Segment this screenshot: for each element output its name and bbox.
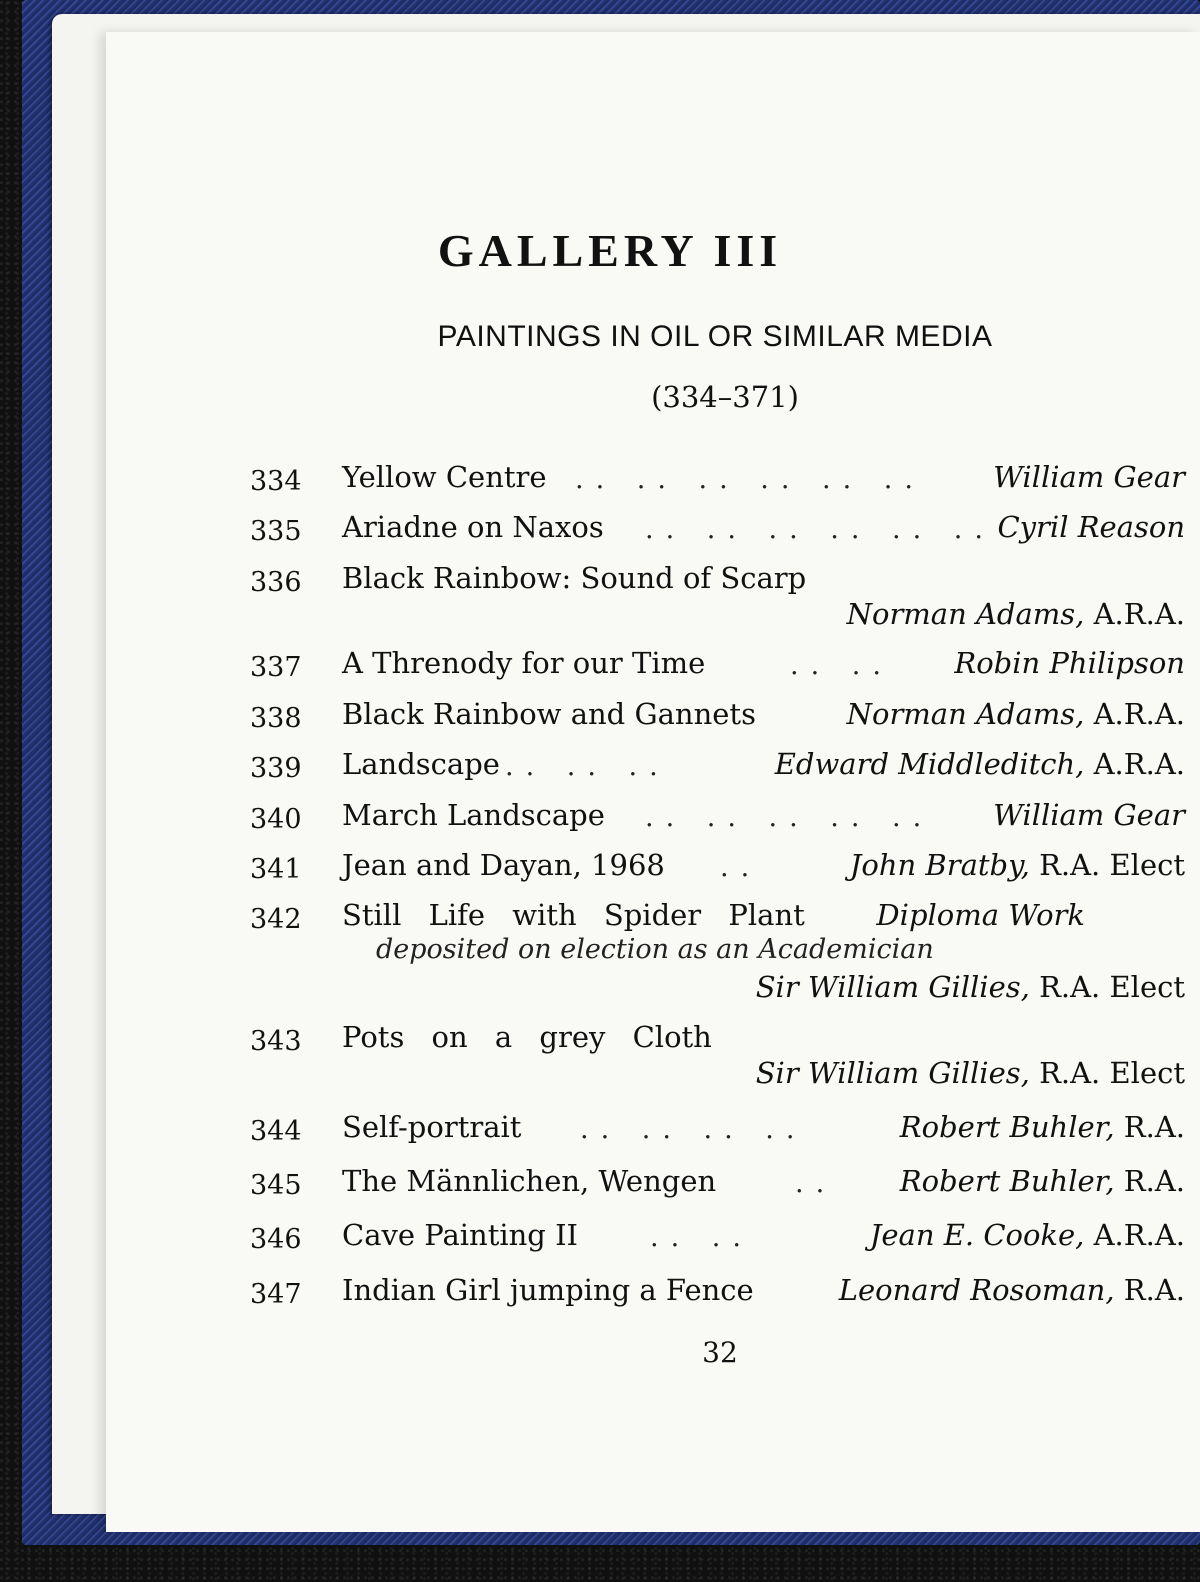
dot-leader: .. .. [790, 650, 893, 681]
artist-name: Robert Buhler, [899, 1110, 1115, 1144]
entry-title: The Männlichen, Wengen [342, 1164, 717, 1198]
artist-name: Edward Middleditch, [774, 747, 1085, 781]
entry-number: 339 [250, 753, 302, 784]
entry-title: Ariadne on Naxos [342, 510, 604, 544]
dot-leader: .. .. .. .. .. .. [575, 464, 925, 495]
entry-artist [900, 1164, 1185, 1198]
entry-artist [756, 1056, 1185, 1090]
artist-name: Sir William Gillies, [755, 1056, 1030, 1090]
entry-title: Still Life with Spider Plant [342, 898, 805, 932]
catalogue-entry [250, 697, 1195, 741]
entry-title: March Landscape [342, 798, 605, 832]
entry-title: Yellow Centre [342, 460, 547, 494]
artist-name: William Gear [993, 460, 1185, 494]
diploma-label: Diploma Work [876, 898, 1085, 932]
artist-suffix: R.A. [1123, 1110, 1185, 1144]
entry-artist [997, 510, 1185, 544]
artist-name: Robert Buhler, [899, 1164, 1115, 1198]
entry-title: Black Rainbow and Gannets [342, 697, 756, 731]
artist-name: Robin Philipson [954, 646, 1185, 680]
entry-title: Landscape [342, 747, 500, 781]
entry-artist [756, 970, 1185, 1004]
entry-number: 340 [250, 804, 302, 835]
entry-title: A Threnody for our Time [342, 646, 706, 680]
artist-name: Norman Adams, [846, 697, 1085, 731]
entry-artist [850, 848, 1185, 882]
diploma-note [876, 898, 1085, 932]
deposit-note: deposited on election as an Academician [376, 934, 934, 965]
artist-suffix: R.A. [1123, 1164, 1185, 1198]
catalogue-entry [250, 1218, 1195, 1262]
entry-artist [900, 1110, 1185, 1144]
dot-leader: .. [720, 852, 762, 883]
entry-artist [870, 1218, 1185, 1252]
artist-suffix: R.A. Elect [1039, 1056, 1185, 1090]
entry-number: 334 [250, 466, 302, 497]
entry-number: 342 [250, 904, 302, 935]
entry-title: Self-portrait [342, 1110, 522, 1144]
artist-suffix: R.A. [1123, 1273, 1185, 1307]
dot-leader: .. .. .. .. .. [645, 802, 934, 833]
artist-suffix: A.R.A. [1093, 747, 1185, 781]
entry-number: 341 [250, 854, 302, 885]
catalogue-entry [250, 798, 1195, 842]
entry-title: Pots on a grey Cloth [342, 1020, 712, 1054]
entry-title: Black Rainbow: Sound of Scarp [342, 561, 807, 595]
catalogue-entry [250, 510, 1195, 554]
entry-number: 346 [250, 1224, 302, 1255]
entry-artist [775, 747, 1185, 781]
dot-leader: .. .. [650, 1222, 753, 1253]
artist-name: Jean E. Cooke, [869, 1218, 1085, 1252]
entry-artist [993, 460, 1185, 494]
catalogue-entry [250, 747, 1195, 791]
artist-name: Cyril Reason [997, 510, 1185, 544]
artist-suffix: A.R.A. [1093, 1218, 1185, 1252]
entry-number: 344 [250, 1116, 302, 1147]
entry-artist [847, 597, 1185, 631]
entry-artist [839, 1273, 1185, 1307]
catalogue-entry [250, 460, 1195, 504]
gallery-title: GALLERY III [437, 225, 783, 276]
catalogue-entry [250, 1273, 1195, 1317]
entry-number: 338 [250, 703, 302, 734]
entry-artist [993, 798, 1185, 832]
dot-leader: .. .. .. [505, 751, 670, 782]
dot-leader: .. .. .. .. [580, 1114, 807, 1145]
entry-number: 337 [250, 652, 302, 683]
entry-title: Indian Girl jumping a Fence [342, 1273, 754, 1307]
catalogue-entry [250, 561, 1195, 641]
entry-number: 343 [250, 1026, 302, 1057]
dot-leader: .. .. .. .. .. .. [645, 514, 995, 545]
entry-number: 345 [250, 1170, 302, 1201]
artist-suffix: A.R.A. [1093, 697, 1185, 731]
catalogue-entry [250, 848, 1195, 892]
catalogue-entry [250, 1020, 1195, 1100]
section-subtitle: PAINTINGS IN OIL OR SIMILAR MEDIA [437, 320, 993, 353]
artist-suffix: R.A. Elect [1039, 970, 1185, 1004]
artist-suffix: A.R.A. [1093, 597, 1185, 631]
entry-title: Jean and Dayan, 1968 [342, 848, 665, 882]
artist-name: John Bratby, [849, 848, 1030, 882]
artist-name: Sir William Gillies, [755, 970, 1030, 1004]
entry-number: 335 [250, 516, 302, 547]
page-number: 32 [702, 1336, 738, 1369]
catalogue-entry [250, 646, 1195, 690]
entry-artist [847, 697, 1185, 731]
entry-number: 347 [250, 1279, 302, 1310]
entry-number: 336 [250, 567, 302, 598]
artist-name: William Gear [993, 798, 1185, 832]
entry-title: Cave Painting II [342, 1218, 578, 1252]
entry-artist [954, 646, 1185, 680]
artist-name: Norman Adams, [846, 597, 1085, 631]
artist-name: Leonard Rosoman, [838, 1273, 1115, 1307]
dot-leader: .. [795, 1168, 837, 1199]
catalogue-entry [250, 1110, 1195, 1154]
catalogue-range: (334–371) [651, 380, 799, 414]
catalogue-entry [250, 1164, 1195, 1208]
artist-suffix: R.A. Elect [1039, 848, 1185, 882]
